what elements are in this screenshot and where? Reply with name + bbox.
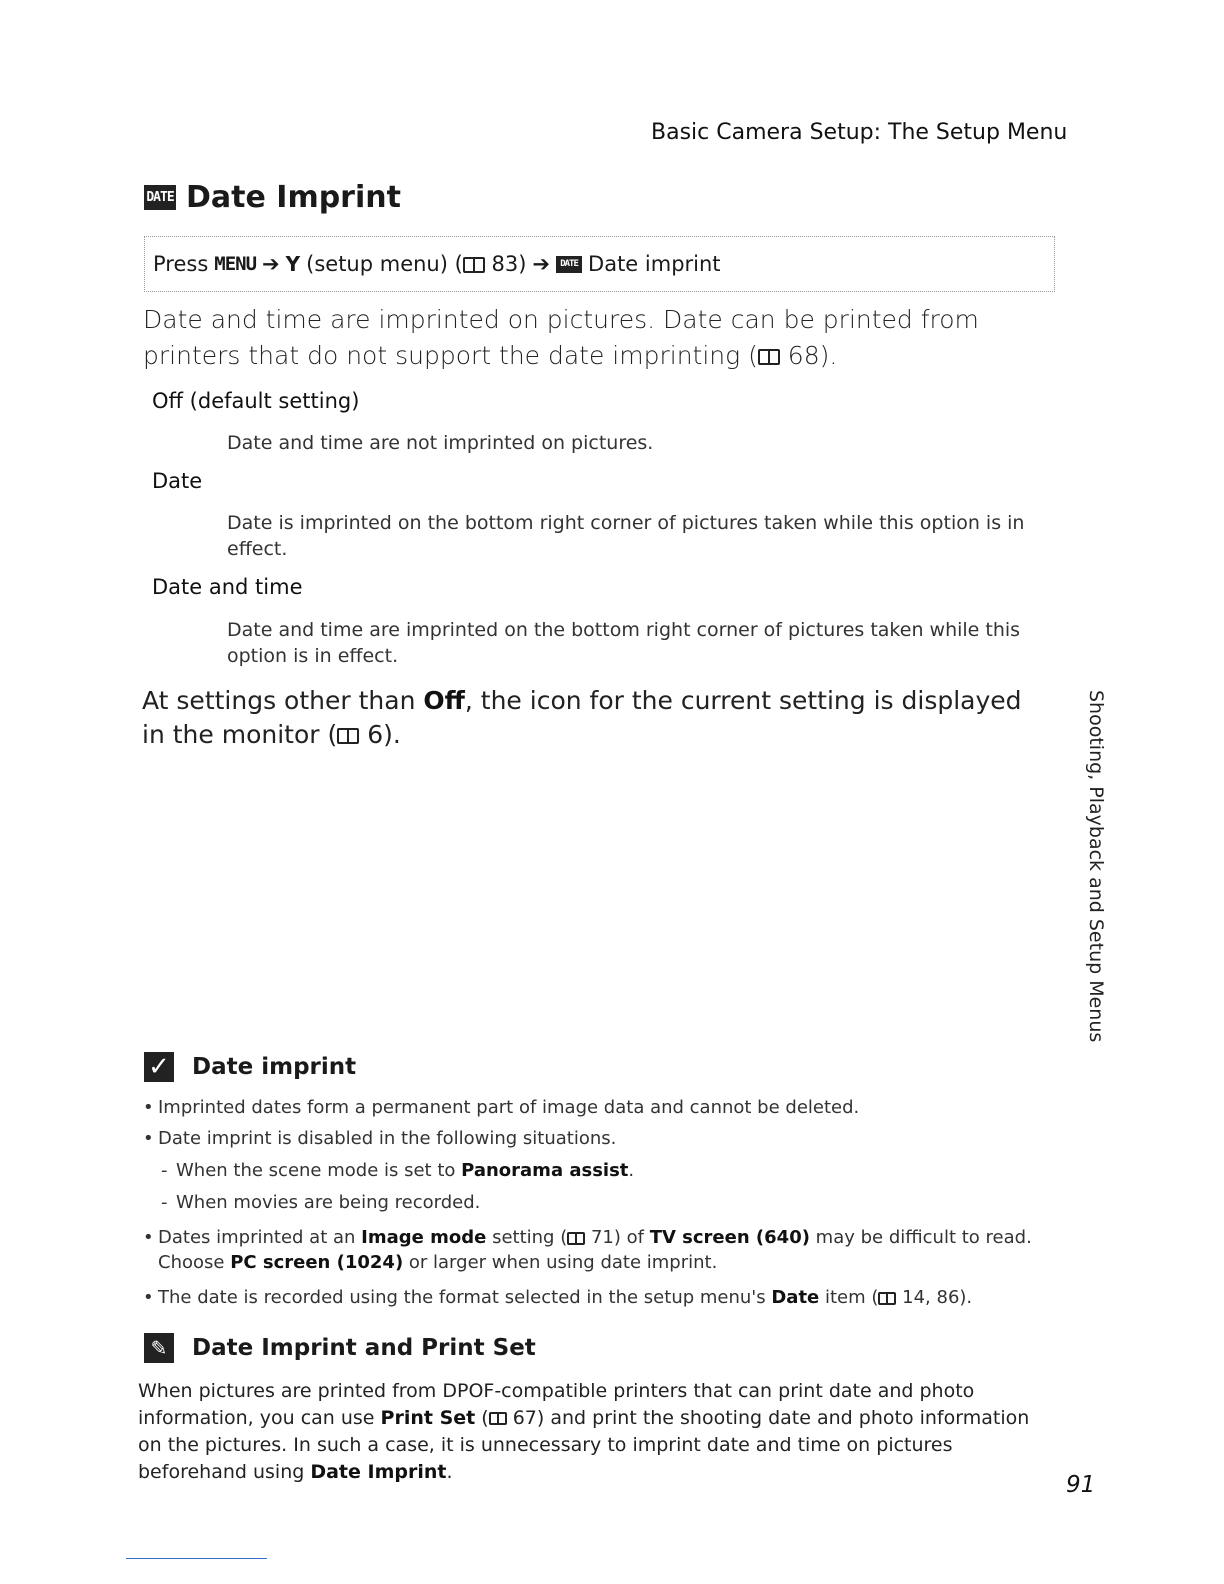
arrow-right-icon: ➔ xyxy=(532,252,551,276)
page-title xyxy=(144,180,401,215)
side-tab xyxy=(1085,690,1115,1043)
note-title: Date imprint xyxy=(192,1054,357,1080)
sub-list-item: - When movies are being recorded. xyxy=(161,1192,481,1213)
book-icon xyxy=(567,1232,585,1245)
footer-rule xyxy=(126,1558,267,1559)
option-heading: Off (default setting) xyxy=(152,389,360,413)
book-icon xyxy=(758,349,780,365)
page-title-text: Date Imprint xyxy=(186,180,401,215)
wrench-icon: Y xyxy=(285,252,301,276)
option-description: Date is imprinted on the bottom right corner of pictures taken while this option is in effect. xyxy=(227,512,1025,560)
pencil-icon: ✎ xyxy=(144,1333,174,1363)
option-heading: Date and time xyxy=(152,575,303,599)
side-tab-label: Shooting, Playback and Setup Menus xyxy=(1085,690,1107,1043)
menu-path-box xyxy=(144,236,1055,292)
print-set-paragraph: When pictures are printed from DPOF-compatible printers that can print date and photo information, you can use Print Set ( 67) and print the shooting date and photo information on the pictures. In such a case, it is unnecessary to imprint date and time on pictures beforehand using Date Imprint. xyxy=(138,1380,1030,1483)
page-number: 91 xyxy=(1066,1472,1096,1498)
list-item-continuation: Choose PC screen (1024) or larger when using date imprint. xyxy=(158,1252,718,1273)
list-item: • The date is recorded using the format selected in the setup menu's Date item ( 14, 86). xyxy=(143,1287,973,1308)
option-heading: Date xyxy=(152,469,203,493)
list-item: • Date imprint is disabled in the following situations. xyxy=(143,1128,617,1149)
settings-note-paragraph: At settings other than Off, the icon for the current setting is displayed in the monitor ( 6). xyxy=(142,686,1022,749)
check-icon: ✓ xyxy=(144,1052,174,1082)
note-heading xyxy=(144,1052,356,1082)
note-heading xyxy=(144,1333,536,1363)
arrow-right-icon: ➔ xyxy=(262,252,280,276)
date-icon: DATE xyxy=(144,185,176,210)
setup-menu-label: (setup menu) ( 83) xyxy=(306,252,527,276)
book-icon xyxy=(878,1292,896,1305)
list-item: • Dates imprinted at an Image mode setting ( 71) of TV screen (640) may be difficult to read. xyxy=(143,1227,1032,1248)
note-title: Date Imprint and Print Set xyxy=(192,1335,536,1361)
option-description: Date and time are imprinted on the bottom right corner of pictures taken while this option is in effect. xyxy=(227,619,1021,667)
press-label: Press xyxy=(153,252,209,276)
list-item: • Imprinted dates form a permanent part of image data and cannot be deleted. xyxy=(143,1097,860,1118)
option-description: Date and time are not imprinted on pictures. xyxy=(227,432,654,454)
book-icon xyxy=(337,728,359,744)
date-icon: DATE xyxy=(556,256,582,273)
section-header: Basic Camera Setup: The Setup Menu xyxy=(651,120,1068,145)
book-icon xyxy=(463,257,485,273)
intro-paragraph: Date and time are imprinted on pictures. Date can be printed from printers that do not support the date imprinting ( 68). xyxy=(143,305,979,370)
target-menu-label: Date imprint xyxy=(588,252,721,276)
book-icon xyxy=(489,1412,507,1425)
sub-list-item: - When the scene mode is set to Panorama assist. xyxy=(161,1160,635,1181)
menu-button-label: MENU xyxy=(214,253,257,275)
